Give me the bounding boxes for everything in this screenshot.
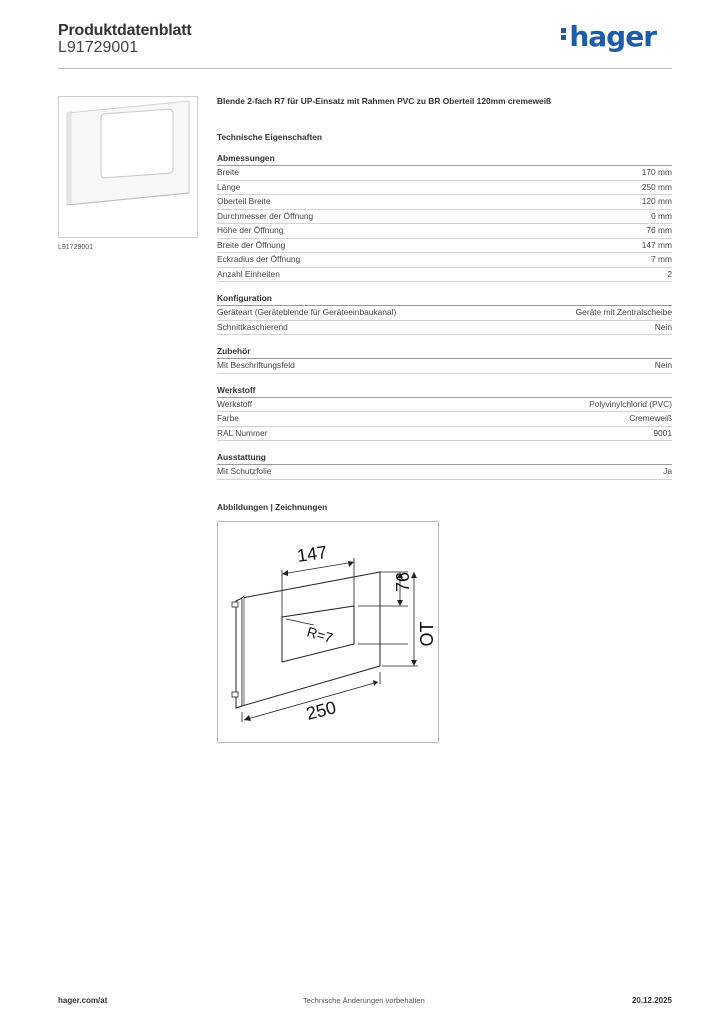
property-label: Schnittkaschierend bbox=[217, 321, 288, 332]
property-row bbox=[217, 166, 672, 181]
property-label: Werkstoff bbox=[217, 398, 253, 409]
property-value: Ja bbox=[663, 466, 672, 476]
property-value: 0 mm bbox=[651, 210, 672, 221]
logo-dots-icon bbox=[561, 26, 567, 42]
property-label: Länge bbox=[217, 181, 241, 192]
dimension-opening-height: 76 bbox=[393, 572, 413, 593]
section-1 bbox=[217, 293, 672, 335]
property-row bbox=[217, 398, 672, 413]
section-title: Ausstattung bbox=[217, 452, 672, 465]
property-label: Oberteil Breite bbox=[217, 196, 271, 206]
property-row bbox=[217, 268, 672, 283]
dimension-ot: OT bbox=[417, 621, 437, 647]
property-label: Mit Beschriftungsfeld bbox=[217, 360, 295, 370]
property-row bbox=[217, 195, 672, 210]
property-row bbox=[217, 412, 672, 427]
property-value: 147 mm bbox=[641, 239, 672, 250]
thumbnail-caption: L91729001 bbox=[58, 244, 94, 251]
property-row bbox=[217, 210, 672, 225]
page-footer bbox=[58, 996, 672, 1010]
property-value: Nein bbox=[654, 360, 672, 370]
property-row bbox=[217, 224, 672, 239]
property-row bbox=[217, 427, 672, 442]
section-4 bbox=[217, 452, 672, 480]
section-title: Abmessungen bbox=[217, 153, 672, 166]
property-row bbox=[217, 306, 672, 321]
dimension-drawing-icon bbox=[218, 522, 438, 742]
property-label: Breite bbox=[217, 167, 239, 177]
property-value: 2 bbox=[667, 268, 672, 279]
hager-logo bbox=[561, 20, 656, 53]
property-value: 76 mm bbox=[646, 225, 672, 235]
property-value: 170 mm bbox=[641, 167, 672, 177]
footer-website-link[interactable]: hager.com/at bbox=[58, 996, 108, 1005]
page-header bbox=[58, 20, 672, 70]
property-row bbox=[217, 465, 672, 480]
technical-drawing bbox=[217, 521, 439, 743]
header-divider bbox=[58, 68, 672, 69]
product-image-icon bbox=[59, 97, 197, 237]
section-title: Zubehör bbox=[217, 346, 672, 359]
footer-date: 20.12.2025 bbox=[631, 996, 672, 1005]
product-thumbnail bbox=[58, 96, 198, 238]
dimension-opening-width: 147 bbox=[295, 541, 329, 566]
property-value: Cremeweiß bbox=[629, 413, 672, 423]
section-3 bbox=[217, 385, 672, 442]
footer-notice: Technische Änderungen vorbehalten bbox=[303, 996, 425, 1005]
section-title: Konfiguration bbox=[217, 293, 672, 306]
property-label: Eckradius der Öffnung bbox=[217, 254, 301, 264]
property-row bbox=[217, 359, 672, 374]
property-row bbox=[217, 253, 672, 268]
property-value: 120 mm bbox=[641, 196, 672, 206]
figures-heading: Abbildungen | Zeichnungen bbox=[217, 501, 328, 512]
property-row bbox=[217, 181, 672, 196]
property-value: 7 mm bbox=[651, 254, 672, 264]
property-label: Anzahl Einheiten bbox=[217, 268, 280, 279]
property-sections bbox=[217, 153, 672, 480]
property-value: 9001 bbox=[653, 427, 672, 438]
property-label: Durchmesser der Öffnung bbox=[217, 210, 314, 221]
property-label: Farbe bbox=[217, 413, 239, 423]
property-label: Geräteart (Geräteblende für Geräteeinbaukanal) bbox=[217, 307, 397, 317]
technical-properties-heading: Technische Eigenschaften bbox=[217, 132, 323, 142]
property-row bbox=[217, 239, 672, 254]
logo-text: hager bbox=[569, 20, 656, 53]
property-label: RAL Nummer bbox=[217, 427, 268, 438]
product-content bbox=[217, 96, 672, 512]
property-label: Breite der Öffnung bbox=[217, 239, 286, 250]
property-value: Polyvinylchlorid (PVC) bbox=[589, 398, 672, 409]
section-title: Werkstoff bbox=[217, 385, 672, 398]
property-value: 250 mm bbox=[641, 181, 672, 192]
product-description: Blende 2-fach R7 für UP-Einsatz mit Rahmen PVC zu BR Oberteil 120mm cremeweiß bbox=[217, 96, 552, 106]
section-0 bbox=[217, 153, 672, 282]
section-2 bbox=[217, 346, 672, 374]
property-value: Nein bbox=[654, 321, 672, 332]
dimension-radius: R=7 bbox=[305, 623, 335, 647]
property-value: Geräte mit Zentralscheibe bbox=[575, 307, 672, 317]
document-title: Produktdatenblatt bbox=[58, 22, 192, 39]
document-number: L91729001 bbox=[58, 39, 139, 56]
property-row bbox=[217, 321, 672, 336]
property-label: Höhe der Öffnung bbox=[217, 225, 284, 235]
property-label: Mit Schutzfolie bbox=[217, 466, 272, 476]
dimension-length: 250 bbox=[304, 697, 339, 724]
